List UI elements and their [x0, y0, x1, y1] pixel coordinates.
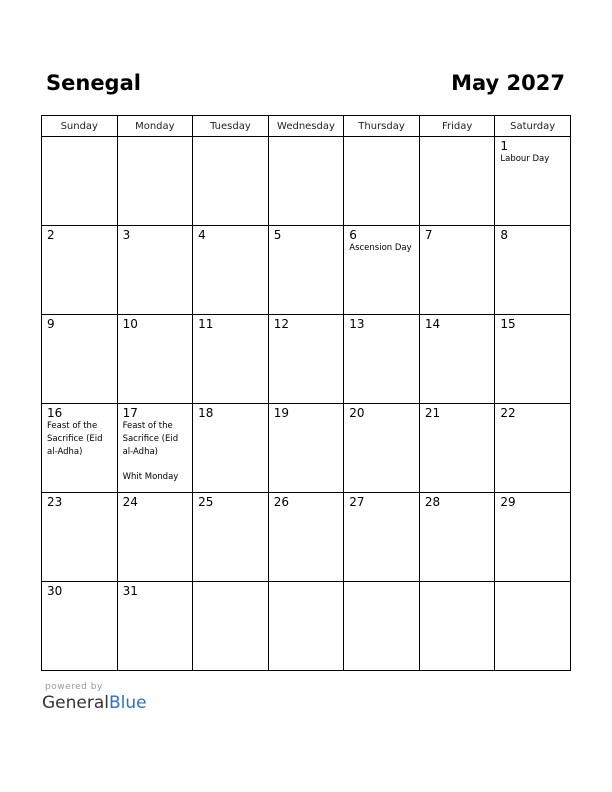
day-cell [419, 493, 495, 582]
day-cell [495, 493, 571, 582]
holiday-label: Feast of the Sacrifice (Eid al-Adha) [122, 421, 179, 457]
week-row [42, 226, 571, 315]
day-cell [344, 315, 420, 404]
weekday-header-thursday: Thursday [344, 116, 420, 137]
day-cell [419, 226, 495, 315]
day-number: 8 [500, 228, 509, 242]
day-cell [344, 226, 420, 315]
weekday-header-saturday: Saturday [495, 116, 571, 137]
day-cell [419, 404, 495, 493]
day-cell [495, 315, 571, 404]
week-row [42, 582, 571, 671]
day-number: 25 [198, 495, 214, 509]
day-number: 28 [424, 495, 441, 509]
day-cell [42, 404, 118, 493]
day-cell [193, 315, 269, 404]
day-number: 31 [122, 584, 138, 598]
day-number: 6 [349, 228, 357, 242]
day-cell [117, 582, 193, 671]
day-number: 30 [47, 584, 63, 598]
day-cell [495, 137, 571, 226]
brand-general-text: General [42, 693, 109, 713]
day-number: 12 [273, 317, 289, 331]
generalblue-logo[interactable] [42, 693, 147, 713]
empty-day-cell [42, 137, 118, 226]
day-cell [42, 226, 118, 315]
empty-day-cell [419, 582, 495, 671]
empty-day-cell [495, 582, 571, 671]
day-number: 20 [349, 406, 365, 420]
day-number: 10 [122, 317, 138, 331]
day-number: 3 [122, 228, 131, 242]
day-number: 9 [47, 317, 55, 331]
day-cell [117, 226, 193, 315]
day-cell [117, 315, 193, 404]
day-number: 24 [122, 495, 138, 509]
day-cell [117, 404, 193, 493]
holiday-label: Ascension Day [349, 243, 412, 253]
day-cell [268, 493, 344, 582]
week-row [42, 493, 571, 582]
calendar-grid [41, 115, 571, 671]
day-cell [495, 404, 571, 493]
day-cell [268, 315, 344, 404]
day-number: 1 [500, 139, 509, 153]
empty-day-cell [268, 582, 344, 671]
day-cell [419, 315, 495, 404]
weekday-header-wednesday: Wednesday [268, 116, 344, 137]
day-cell [117, 493, 193, 582]
holiday-label: Labour Day [500, 154, 550, 164]
empty-day-cell [268, 137, 344, 226]
day-number: 27 [349, 495, 365, 509]
day-number: 21 [424, 406, 441, 420]
empty-day-cell [344, 137, 420, 226]
holiday-label: Feast of the Sacrifice (Eid al-Adha) [47, 421, 103, 457]
day-cell [193, 226, 269, 315]
day-number: 7 [424, 228, 433, 242]
powered-by-label: powered by [45, 682, 103, 692]
day-number: 26 [273, 495, 289, 509]
weekday-header-tuesday: Tuesday [193, 116, 269, 137]
empty-day-cell [419, 137, 495, 226]
day-number: 29 [500, 495, 516, 509]
day-number: 2 [47, 228, 55, 242]
holiday-label: Whit Monday [122, 472, 179, 482]
day-cell [193, 404, 269, 493]
weekday-header-friday: Friday [419, 116, 495, 137]
month-year-title: May 2027 [451, 71, 565, 95]
day-cell [344, 404, 420, 493]
weekday-header-row [42, 116, 571, 137]
day-cell [495, 226, 571, 315]
empty-day-cell [193, 137, 269, 226]
day-number: 17 [122, 406, 138, 420]
empty-day-cell [344, 582, 420, 671]
day-number: 14 [424, 317, 441, 331]
day-cell [193, 493, 269, 582]
day-number: 19 [273, 406, 289, 420]
week-row [42, 404, 571, 493]
weekday-header-monday: Monday [117, 116, 193, 137]
day-cell [268, 226, 344, 315]
country-title: Senegal [46, 71, 141, 95]
day-cell [42, 315, 118, 404]
day-number: 11 [198, 317, 214, 331]
empty-day-cell [117, 137, 193, 226]
week-row [42, 315, 571, 404]
day-number: 13 [349, 317, 365, 331]
day-cell [42, 493, 118, 582]
day-number: 16 [47, 406, 63, 420]
day-number: 5 [273, 228, 282, 242]
day-number: 23 [47, 495, 63, 509]
day-number: 22 [500, 406, 516, 420]
weekday-header-sunday: Sunday [42, 116, 118, 137]
week-row [42, 137, 571, 226]
day-number: 15 [500, 317, 516, 331]
day-cell [268, 404, 344, 493]
day-cell [42, 582, 118, 671]
day-number: 4 [198, 228, 206, 242]
brand-blue-text: Blue [109, 693, 147, 713]
day-number: 18 [198, 406, 214, 420]
day-cell [344, 493, 420, 582]
empty-day-cell [193, 582, 269, 671]
